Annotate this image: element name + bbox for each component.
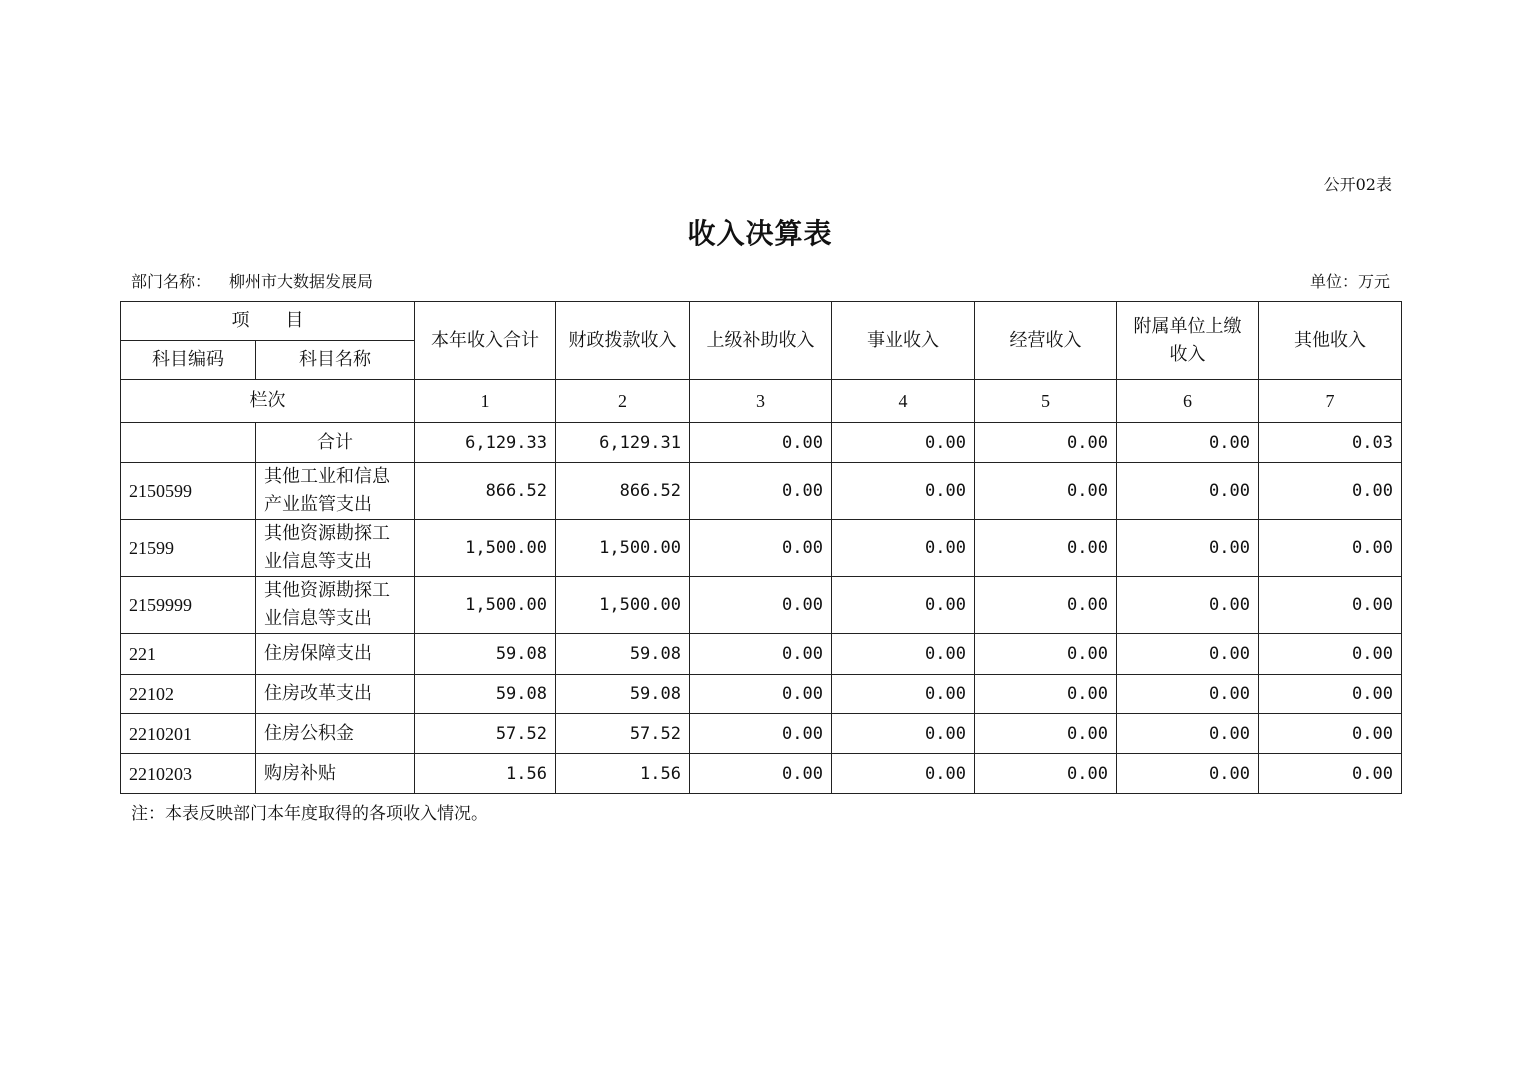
- row-value: 0.00: [975, 634, 1117, 675]
- row-code: 2210203: [121, 754, 256, 794]
- row-code: 2210201: [121, 714, 256, 754]
- row-value: 1.56: [556, 754, 690, 794]
- department-label: 部门名称：: [131, 272, 212, 291]
- row-value: 0.00: [832, 714, 975, 754]
- row-value: 1,500.00: [415, 577, 556, 634]
- row-value: 57.52: [556, 714, 690, 754]
- row-value: 0.00: [690, 520, 832, 577]
- row-value: 0.00: [1259, 463, 1402, 520]
- row-name: 购房补贴: [256, 754, 415, 794]
- row-value: 0.00: [975, 714, 1117, 754]
- row-value: 0.00: [690, 714, 832, 754]
- total-value: 0.00: [975, 423, 1117, 463]
- table-row: [121, 754, 1402, 794]
- row-value: 0.00: [975, 754, 1117, 794]
- col-number: 1: [415, 380, 556, 423]
- header-col-affiliated: 附属单位上缴收入: [1117, 302, 1259, 380]
- header-name: 科目名称: [256, 341, 415, 380]
- row-value: 0.00: [1259, 634, 1402, 675]
- table-row: [121, 714, 1402, 754]
- row-value: 59.08: [556, 634, 690, 675]
- row-value: 59.08: [415, 675, 556, 714]
- row-index-label: 栏次: [121, 380, 415, 423]
- table-row: [121, 463, 1402, 520]
- row-value: 0.00: [690, 754, 832, 794]
- row-value: 866.52: [556, 463, 690, 520]
- department-line: [131, 269, 373, 292]
- row-value: 0.00: [1259, 714, 1402, 754]
- table-note: 注：本表反映部门本年度取得的各项收入情况。: [131, 804, 488, 824]
- header-col-fiscal: 财政拨款收入: [556, 302, 690, 380]
- row-value: 0.00: [1117, 520, 1259, 577]
- column-index-row: [121, 380, 1402, 423]
- row-name: 住房改革支出: [256, 675, 415, 714]
- row-value: 0.00: [1117, 577, 1259, 634]
- row-name: 住房保障支出: [256, 634, 415, 675]
- header-col-other: 其他收入: [1259, 302, 1402, 380]
- income-table: [120, 301, 1402, 794]
- row-code: 2150599: [121, 463, 256, 520]
- row-value: 0.00: [1117, 675, 1259, 714]
- row-code: 21599: [121, 520, 256, 577]
- unit-label: 单位：万元: [1309, 272, 1390, 291]
- row-value: 0.00: [1117, 714, 1259, 754]
- total-row: [121, 423, 1402, 463]
- header-col-superior: 上级补助收入: [690, 302, 832, 380]
- total-label: 合计: [256, 423, 415, 463]
- header-col-total: 本年收入合计: [415, 302, 556, 380]
- table-row: [121, 675, 1402, 714]
- row-value: 1.56: [415, 754, 556, 794]
- row-name: 住房公积金: [256, 714, 415, 754]
- table-row: [121, 520, 1402, 577]
- row-value: 0.00: [832, 634, 975, 675]
- row-code: 22102: [121, 675, 256, 714]
- header-code: 科目编码: [121, 341, 256, 380]
- row-value: 0.00: [975, 577, 1117, 634]
- col-number: 3: [690, 380, 832, 423]
- row-value: 0.00: [1117, 634, 1259, 675]
- row-value: 1,500.00: [556, 577, 690, 634]
- row-value: 0.00: [832, 577, 975, 634]
- row-value: 1,500.00: [556, 520, 690, 577]
- row-value: 0.00: [832, 675, 975, 714]
- table-row: [121, 577, 1402, 634]
- row-value: 0.00: [832, 463, 975, 520]
- row-value: 0.00: [1259, 520, 1402, 577]
- row-name: 其他资源勘探工业信息等支出: [256, 520, 415, 577]
- header-row-1: [121, 302, 1402, 341]
- row-value: 0.00: [1259, 675, 1402, 714]
- header-item: 项 目: [121, 302, 415, 341]
- col-number: 7: [1259, 380, 1402, 423]
- row-value: 0.00: [690, 577, 832, 634]
- table-row: [121, 634, 1402, 675]
- row-value: 0.00: [832, 520, 975, 577]
- total-value: 0.03: [1259, 423, 1402, 463]
- row-value: 0.00: [690, 463, 832, 520]
- row-code: 2159999: [121, 577, 256, 634]
- form-number: 公开02表: [1323, 175, 1392, 194]
- col-number: 4: [832, 380, 975, 423]
- row-value: 0.00: [832, 754, 975, 794]
- total-value: 0.00: [832, 423, 975, 463]
- row-value: 0.00: [690, 634, 832, 675]
- header-col-business: 事业收入: [832, 302, 975, 380]
- total-value: 0.00: [1117, 423, 1259, 463]
- row-value: 866.52: [415, 463, 556, 520]
- row-value: 0.00: [1259, 754, 1402, 794]
- col-number: 2: [556, 380, 690, 423]
- department-name: 柳州市大数据发展局: [229, 272, 374, 291]
- col-number: 5: [975, 380, 1117, 423]
- total-value: 0.00: [690, 423, 832, 463]
- total-code: [121, 423, 256, 463]
- total-value: 6,129.33: [415, 423, 556, 463]
- col-number: 6: [1117, 380, 1259, 423]
- row-value: 0.00: [975, 520, 1117, 577]
- row-value: 59.08: [556, 675, 690, 714]
- row-value: 0.00: [975, 675, 1117, 714]
- row-value: 0.00: [690, 675, 832, 714]
- row-value: 57.52: [415, 714, 556, 754]
- page-title: 收入决算表: [687, 217, 833, 250]
- row-code: 221: [121, 634, 256, 675]
- row-value: 0.00: [1259, 577, 1402, 634]
- row-name: 其他资源勘探工业信息等支出: [256, 577, 415, 634]
- total-value: 6,129.31: [556, 423, 690, 463]
- row-value: 59.08: [415, 634, 556, 675]
- row-value: 1,500.00: [415, 520, 556, 577]
- row-value: 0.00: [1117, 463, 1259, 520]
- row-name: 其他工业和信息产业监管支出: [256, 463, 415, 520]
- header-col-operating: 经营收入: [975, 302, 1117, 380]
- row-value: 0.00: [1117, 754, 1259, 794]
- row-value: 0.00: [975, 463, 1117, 520]
